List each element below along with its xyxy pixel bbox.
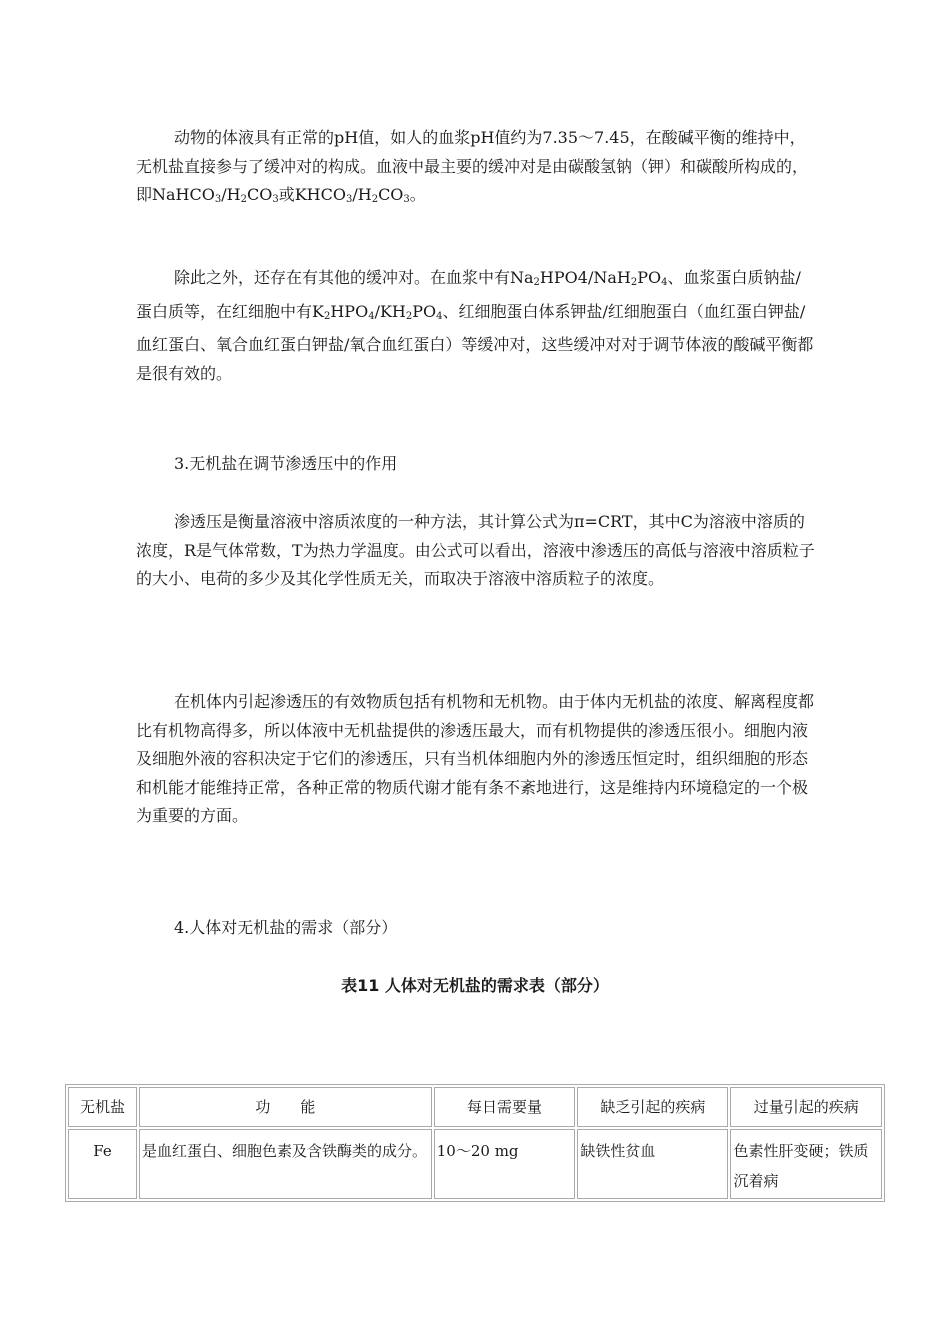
- cell-daily-need: 10～20 mg: [434, 1129, 576, 1199]
- header-function: 功 能: [139, 1087, 432, 1127]
- paragraph-other-buffers: 除此之外，还存在有其他的缓冲对。在血浆中有$Na_2HPO4/NaH_2PO_4$、血浆蛋白质钠盐/蛋白质等，在红细胞中有$K_2HPO_4/KH_2PO_4$、红细胞蛋白体系钾盐/红细胞蛋白（血红蛋白钾盐/血红蛋白、氧合血红蛋白钾盐/氧合血红蛋白）等缓冲对，这些缓冲对对于调节体液的酸碱平衡都是很有效的。: [136, 268, 814, 383]
- table-header-row: [68, 1087, 882, 1127]
- header-deficiency: 缺乏引起的疾病: [577, 1087, 728, 1127]
- cell-function: 是血红蛋白、细胞色素及含铁酶类的成分。: [139, 1129, 432, 1199]
- paragraph-osmotic-substances: 在机体内引起渗透压的有效物质包括有机物和无机物。由于体内无机盐的浓度、解离程度都比有机物高得多，所以体液中无机盐提供的渗透压最大，而有机物提供的渗透压很小。细胞内液及细胞外液的容积决定于它们的渗透压，只有当机体细胞内外的渗透压恒定时，组织细胞的形态和机能才能维持正常，各种正常的物质代谢才能有条不紊地进行，这是维持内环境稳定的一个极为重要的方面。: [136, 692, 815, 825]
- paragraph-buffer-intro: 动物的体液具有正常的pH值，如人的血浆pH值约为7.35～7.45，在酸碱平衡的维持中，无机盐直接参与了缓冲对的构成。血液中最主要的缓冲对是由碳酸氢钠（钾）和碳酸所构成的，即$NaHCO_3/H_2CO_3$或$KHCO_3/H_2CO_3$。: [136, 128, 809, 205]
- paragraph-osmotic-pressure: 渗透压是衡量溶液中溶质浓度的一种方法，其计算公式为π=CRT，其中C为溶液中溶质的浓度，R是气体常数，T为热力学温度。由公式可以看出，溶液中渗透压的高低与溶液中溶质粒子的大小、电荷的多少及其化学性质无关，而取决于溶液中溶质粒子的浓度。: [136, 512, 815, 588]
- table-row: [68, 1129, 882, 1199]
- header-daily-need: 每日需要量: [434, 1087, 576, 1127]
- header-mineral: 无机盐: [68, 1087, 137, 1127]
- mineral-requirements-table: [65, 1084, 885, 1202]
- cell-mineral: Fe: [68, 1129, 137, 1199]
- section-heading-osmotic: 3.无机盐在调节渗透压中的作用: [174, 454, 398, 473]
- table-caption: 表11 人体对无机盐的需求表（部分）: [341, 976, 609, 995]
- cell-deficiency: 缺铁性贫血: [577, 1129, 728, 1199]
- cell-excess: 色素性肝变硬；铁质沉着病: [730, 1129, 882, 1199]
- section-heading-requirements: 4.人体对无机盐的需求（部分）: [174, 918, 398, 937]
- header-excess: 过量引起的疾病: [730, 1087, 882, 1127]
